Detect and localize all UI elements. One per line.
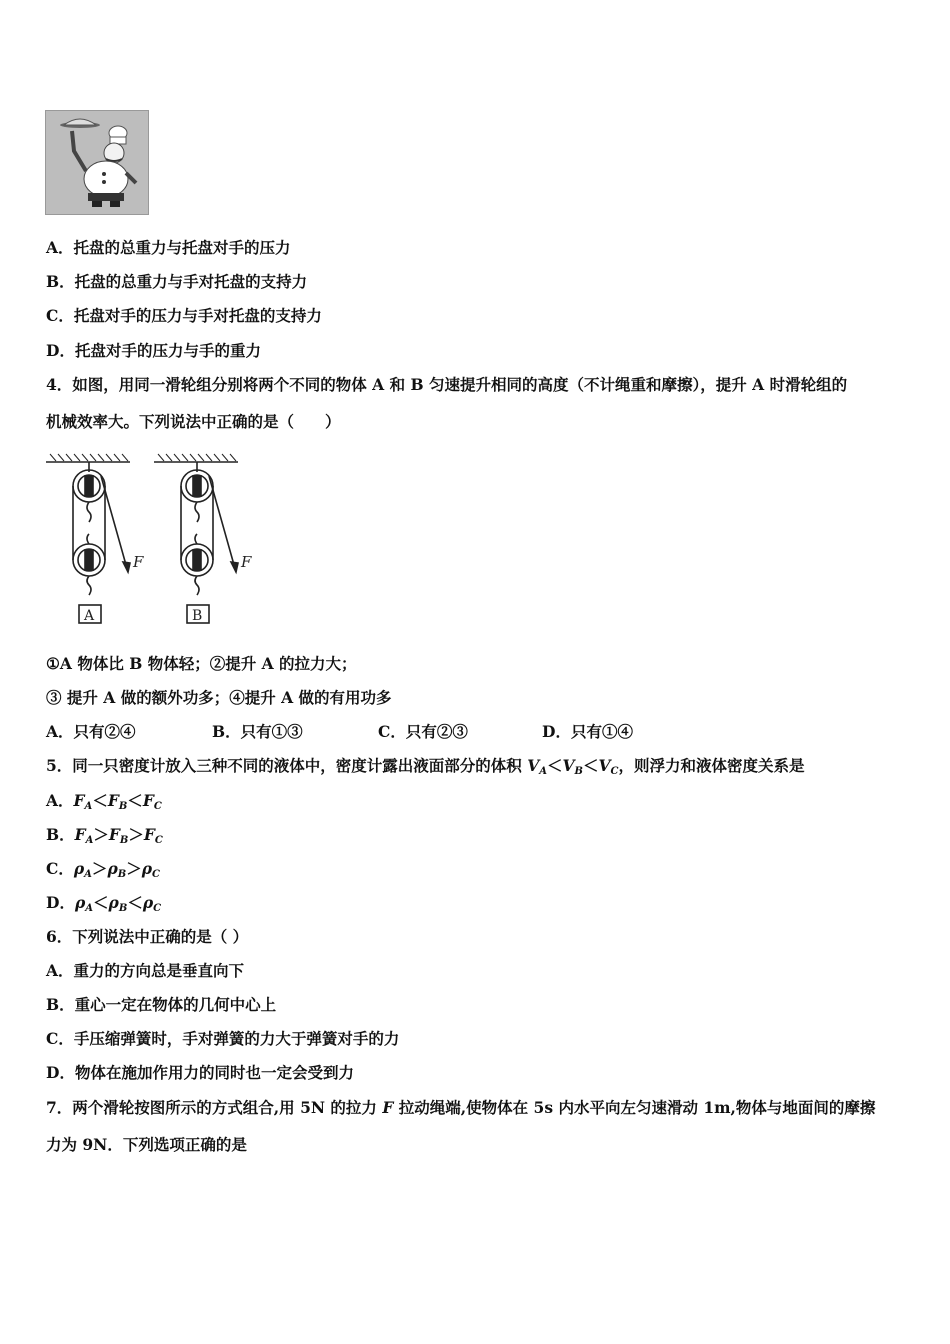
q4-option-a: A．只有②④	[46, 722, 136, 741]
block-label-b: B	[192, 608, 203, 624]
waiter-illustration	[46, 111, 148, 214]
q3-option-a: A．托盘的总重力与托盘对手的压力	[46, 238, 291, 257]
q3-option-c: C．托盘对手的压力与手对托盘的支持力	[46, 306, 322, 325]
q4-option-c: C．只有②③	[378, 722, 468, 741]
q6-stem: 6．下列说法中正确的是（ ）	[46, 927, 249, 946]
force-label-a: F	[133, 553, 144, 571]
q5-option-d: D．$\rho_A<\rho_B<\rho_C$	[46, 893, 162, 914]
q6-option-d: D．物体在施加作用力的同时也一定会受到力	[46, 1063, 354, 1082]
force-label-b: F	[241, 553, 252, 571]
q4-stem-line1: 4．如图，用同一滑轮组分别将两个不同的物体 A 和 B 匀速提升相同的高度（不计绳重和摩擦），提升 A 时滑轮组的	[46, 375, 848, 394]
q4-option-d: D．只有①④	[542, 722, 633, 741]
q4-stem-line2: 机械效率大。下列说法中正确的是（ ）	[46, 412, 341, 431]
q3-option-b: B．托盘的总重力与手对托盘的支持力	[46, 272, 308, 291]
q4-statements-line2: ③ 提升 A 做的额外功多；④提升 A 做的有用功多	[46, 688, 392, 707]
q3-option-d: D．托盘对手的压力与手的重力	[46, 341, 261, 360]
pulley-system-b	[154, 454, 238, 623]
pulley-system-a	[46, 454, 130, 623]
q6-option-c: C．手压缩弹簧时，手对弹簧的力大于弹簧对手的力	[46, 1029, 400, 1048]
q7-stem-line1: 7．两个滑轮按图所示的方式组合,用 5N 的拉力 F 拉动绳端,使物体在 5s 内水平向左匀速滑动 1m,物体与地面间的摩擦	[46, 1098, 876, 1117]
q6-option-a: A．重力的方向总是垂直向下	[46, 961, 245, 980]
q4-option-b: B．只有①③	[212, 722, 303, 741]
q6-option-b: B．重心一定在物体的几何中心上	[46, 995, 277, 1014]
block-label-a: A	[84, 608, 95, 624]
q4-statements-line1: ①A 物体比 B 物体轻；②提升 A 的拉力大；	[46, 654, 357, 673]
waiter-figure	[45, 110, 149, 215]
q5-option-b: B．$F_A>F_B>F_C$	[46, 825, 163, 846]
q5-option-c: C．$\rho_A>\rho_B>\rho_C$	[46, 859, 160, 880]
q7-stem-line2: 力为 9N．下列选项正确的是	[46, 1135, 247, 1154]
q5-option-a: A．$F_A<F_B<F_C$	[46, 791, 162, 812]
pulley-figure	[44, 450, 264, 632]
q5-stem: 5．同一只密度计放入三种不同的液体中，密度计露出液面部分的体积 $V_A<V_B<V_C$，则浮力和液体密度关系是	[46, 756, 805, 777]
